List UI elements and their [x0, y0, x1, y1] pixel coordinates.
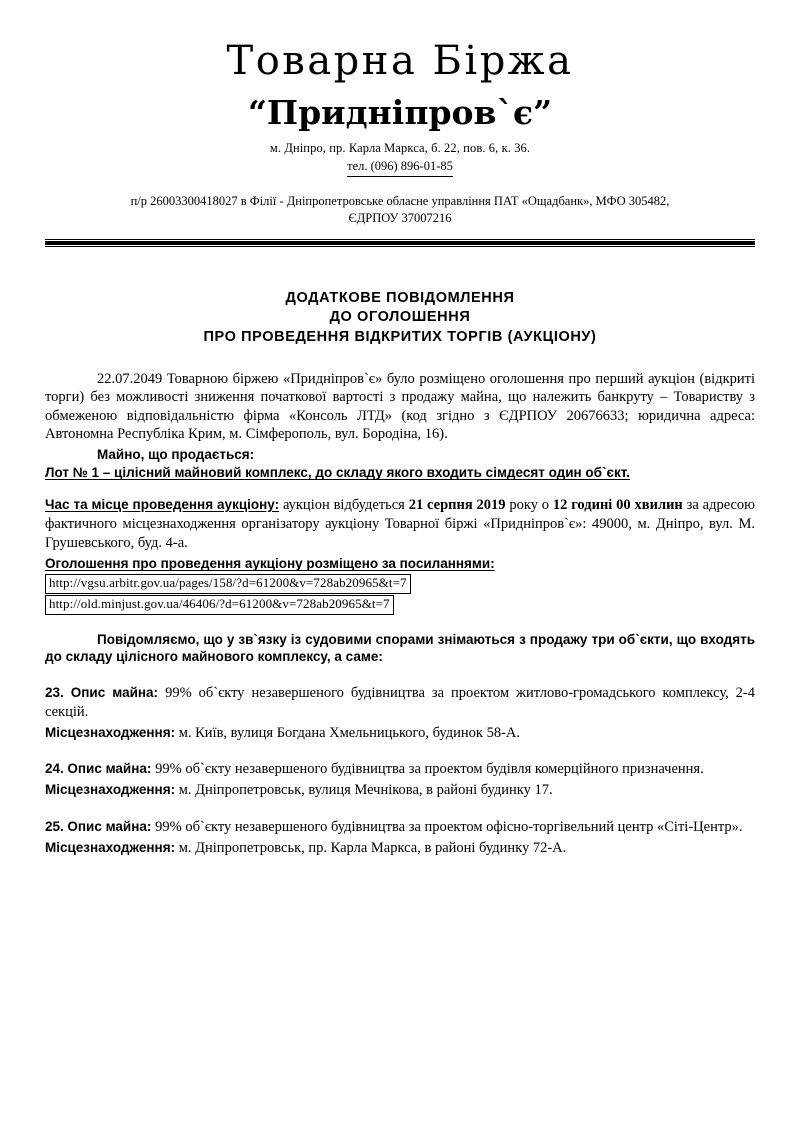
document-heading-line-3: ПРО ПРОВЕДЕННЯ ВІДКРИТИХ ТОРГІВ (АУКЦІОНУ)	[203, 329, 597, 346]
item-description-label: Опис майна	[70, 684, 154, 700]
item-location-text: м. Дніпропетровськ, вулиця Мечнікова, в районі будинку 17.	[175, 782, 553, 799]
item-description-separator: :	[153, 684, 166, 700]
item-number: 25.	[45, 819, 64, 835]
document-heading-line-1: ДОДАТКОВЕ ПОВІДОМЛЕННЯ	[285, 289, 515, 306]
links-label: Оголошення про проведення аукціону розміщено за посиланнями:	[45, 556, 495, 572]
organization-bank-account: п/р 26003300418027 в Філії - Дніпропетровське обласне управління ПАТ «Ощадбанк», МФО 305482,	[130, 193, 670, 208]
auction-label: Час та місце проведення аукціону:	[45, 496, 280, 512]
auction-date: 21 серпня 2019	[408, 496, 506, 513]
document-heading	[45, 289, 755, 348]
item-location-text: м. Київ, вулиця Богдана Хмельницького, будинок 58-А.	[175, 724, 521, 741]
item-description	[45, 818, 755, 837]
document-body	[45, 370, 755, 858]
item-number: 24.	[45, 761, 64, 777]
property-item	[45, 818, 755, 858]
property-item	[45, 760, 755, 800]
item-description-text: 99% об`єкту незавершеного будівництва за проектом будівля комерційного призначення.	[155, 761, 704, 778]
item-description	[45, 684, 755, 722]
item-location-label: Місцезнаходження:	[45, 839, 176, 855]
auction-url-2[interactable]: http://old.minjust.gov.ua/46406/?d=61200&v=728ab20965&t=7	[45, 595, 394, 615]
intro-paragraph: 22.07.2049 Товарною біржею «Придніпров`є» було розміщено оголошення про перший аукціон (відкриті торги) без можливості зниження початкової вартості з продажу майна, що належить банкруту – Товариству з обмеженою відповідальністю фірма «Консоль ЛТД» (код згідно з ЄДРПОУ 20676633; юридична адреса: Автономна Республіка Крим, м. Сімферополь, вул. Бородіна, 16).	[45, 370, 755, 443]
item-location	[45, 839, 755, 858]
header-divider	[45, 239, 755, 247]
auction-url-1[interactable]: http://vgsu.arbitr.gov.ua/pages/158/?d=61200&v=728ab20965&t=7	[45, 574, 411, 594]
item-description-separator: :	[146, 819, 156, 835]
auction-details	[45, 496, 755, 615]
item-description	[45, 760, 755, 779]
auction-text-before-date: аукціон відбудеться	[279, 496, 409, 513]
item-description-label: Опис майна	[67, 761, 147, 777]
item-description-label: Опис майна	[67, 819, 147, 835]
letterhead	[45, 0, 755, 228]
item-location	[45, 724, 755, 743]
item-location-label: Місцезнаходження:	[45, 782, 176, 798]
auction-text-after: за адресою фактичного місцезнаходження організатору аукціону Товарної біржі «Придніпров`є»: 49000, м. Дніпро, вул. М. Грушевського, буд. 4-а.	[45, 496, 756, 551]
property-item	[45, 684, 755, 743]
url-row	[45, 594, 755, 615]
item-description-text: 99% об`єкту незавершеного будівництва за проектом житлово-громадського комплексу, 2-4 секцій.	[45, 684, 756, 720]
header-divider-bar	[45, 241, 755, 245]
organization-address: м. Дніпро, пр. Карла Маркса, б. 22, пов. 6, к. 36.	[269, 140, 531, 155]
url-row	[45, 573, 755, 594]
document-heading-line-2: ДО ОГОЛОШЕННЯ	[329, 309, 471, 326]
item-location	[45, 781, 755, 800]
auction-time: 12 годині 00 хвилин	[552, 496, 683, 513]
item-location-text: м. Дніпропетровськ, пр. Карла Маркса, в районі будинку 72-А.	[175, 839, 567, 856]
property-subheading: Майно, що продається:	[97, 446, 255, 462]
auction-paragraph	[45, 496, 755, 553]
organization-title: Товарна Біржа	[226, 38, 574, 84]
lot-line: Лот № 1 – цілісний майновий комплекс, до складу якого входить сімдесят один об`єкт.	[45, 465, 630, 481]
organization-phone: тел. (096) 896-01-85	[347, 159, 453, 177]
organization-name: “Придніпров`є”	[247, 93, 553, 132]
notice-paragraph: Повідомляємо, що у зв`язку із судовими спорами знімаються з продажу три об`єкти, що входять до складу цілісного майнового комплексу, а саме:	[45, 631, 755, 665]
item-number: 23.	[45, 684, 64, 700]
organization-edrpou: ЄДРПОУ 37007216	[348, 211, 452, 226]
item-location-label: Місцезнаходження:	[45, 724, 176, 740]
auction-text-mid: року о	[505, 496, 553, 513]
item-description-separator: :	[146, 761, 156, 777]
item-description-text: 99% об`єкту незавершеного будівництва за проектом офісно-торгівельний центр «Сіті-Центр».	[155, 819, 743, 836]
